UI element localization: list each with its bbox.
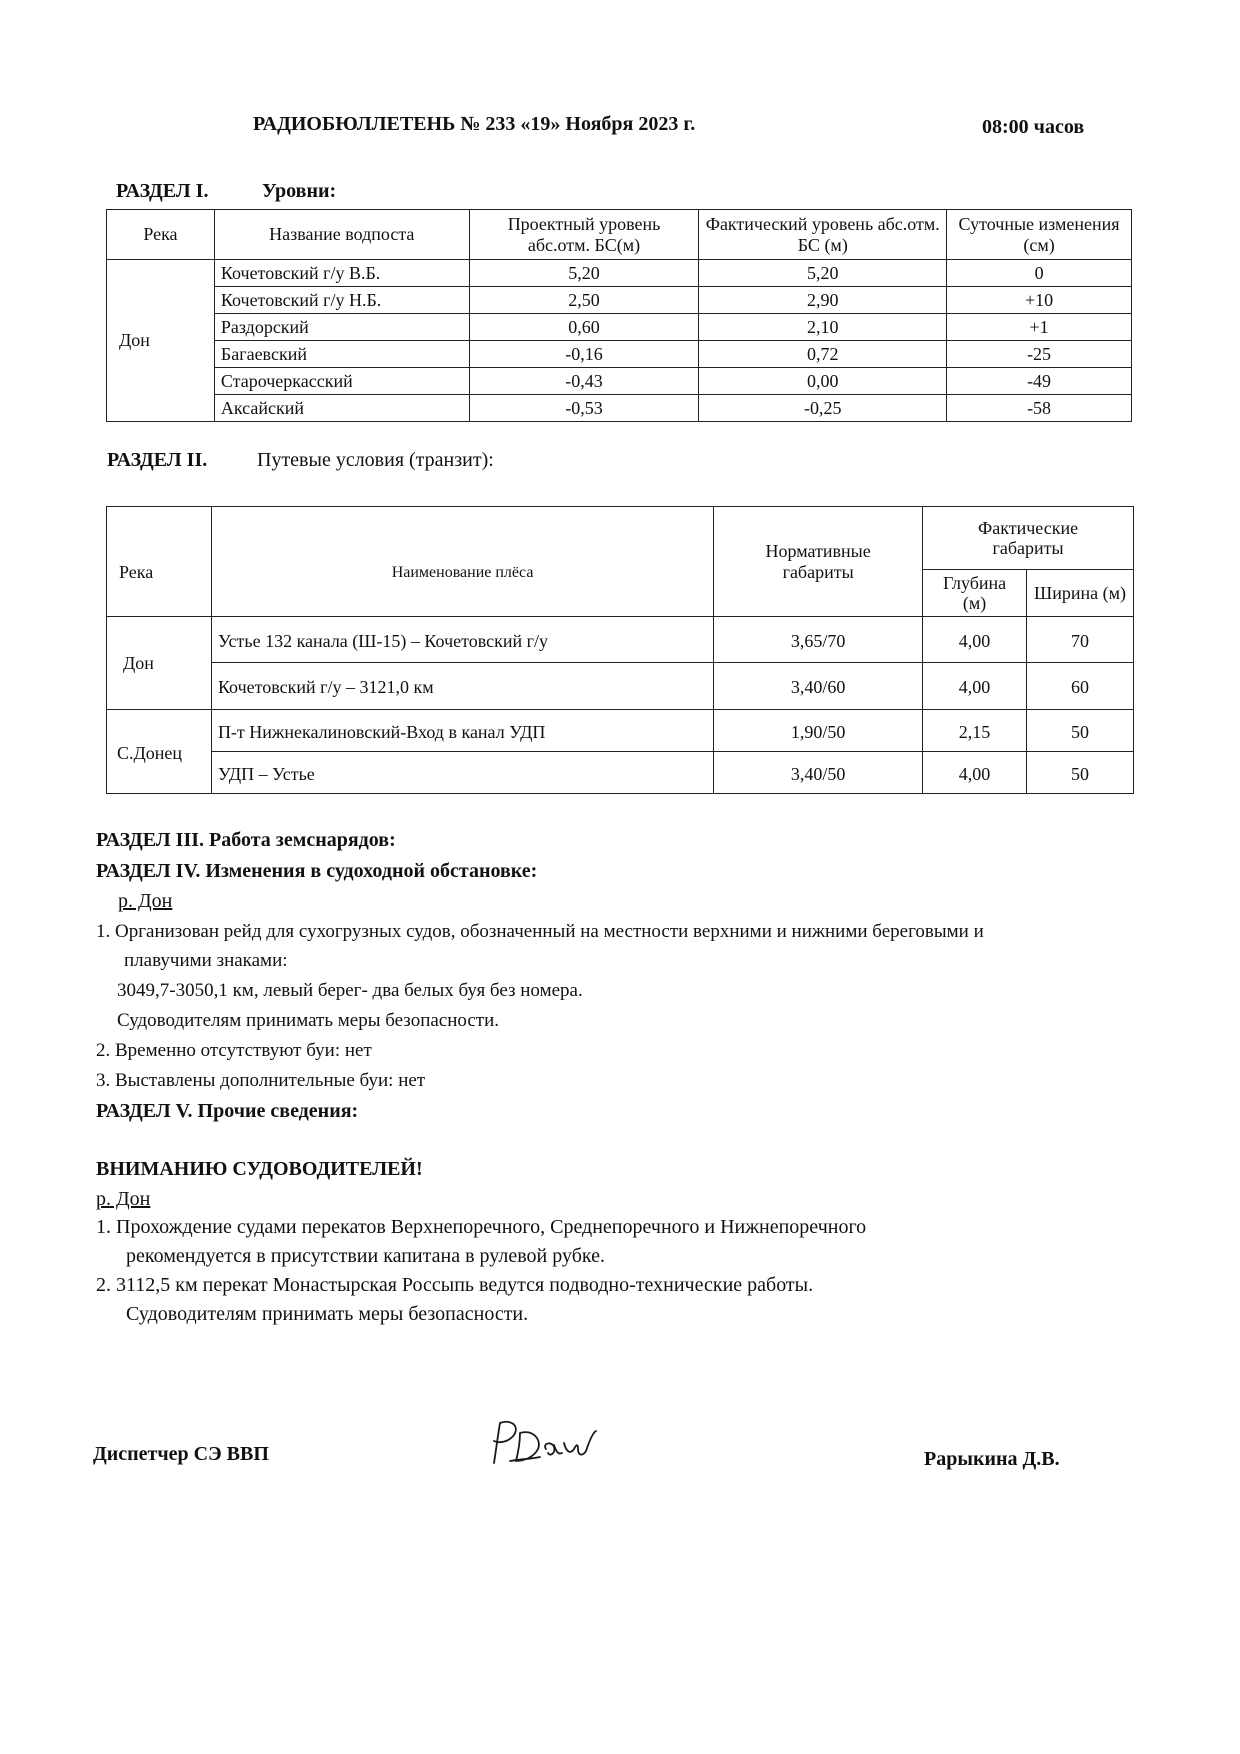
normative-cell: 3,65/70	[714, 617, 923, 663]
col-daily-change: Суточные изменения (см)	[947, 210, 1132, 260]
section2-title: Путевые условия (транзит):	[257, 449, 494, 471]
reach-cell: П-т Нижнекалиновский-Вход в канал УДП	[211, 710, 713, 752]
col-width: Ширина (м)	[1027, 570, 1134, 617]
attention-item1-line1: 1. Прохождение судами перекатов Верхнепоречного, Среднепоречного и Нижнепоречного	[96, 1216, 867, 1238]
section1-title: Уровни:	[262, 180, 337, 202]
actual-cell: -0,25	[699, 395, 947, 422]
river-cell: Дон	[107, 617, 212, 710]
post-cell: Аксайский	[214, 395, 469, 422]
transit-table	[106, 506, 1134, 794]
bulletin-title: РАДИОБЮЛЛЕТЕНЬ № 233 «19» Ноября 2023 г.	[253, 113, 696, 135]
dispatcher-position: Диспетчер СЭ ВВП	[93, 1443, 269, 1465]
section4-title: РАЗДЕЛ IV. Изменения в судоходной обстановке:	[96, 860, 538, 882]
post-cell: Кочетовский г/у Н.Б.	[214, 287, 469, 314]
width-cell: 50	[1027, 752, 1134, 794]
actual-cell: 0,72	[699, 341, 947, 368]
table-row	[107, 260, 1132, 287]
width-cell: 70	[1027, 617, 1134, 663]
design-cell: -0,43	[469, 368, 699, 395]
col-reach-name: Наименование плёса	[211, 507, 713, 617]
table-row	[107, 287, 1132, 314]
section4-item1-line4: Судоводителям принимать меры безопасности.	[117, 1010, 500, 1031]
post-cell: Старочеркасский	[214, 368, 469, 395]
post-cell: Багаевский	[214, 341, 469, 368]
attention-item2-line1: 2. 3112,5 км перекат Монастырская Россыпь ведутся подводно-технические работы.	[96, 1274, 814, 1296]
section4-item1-line2: плавучими знаками:	[124, 950, 288, 971]
width-cell: 60	[1027, 663, 1134, 710]
normative-cell: 3,40/50	[714, 752, 923, 794]
design-cell: 0,60	[469, 314, 699, 341]
design-cell: 5,20	[469, 260, 699, 287]
change-cell: -58	[947, 395, 1132, 422]
actual-cell: 2,10	[699, 314, 947, 341]
river-cell: Дон	[107, 260, 215, 422]
col-river: Река	[107, 210, 215, 260]
col-design-level: Проектный уровень абс.отм. БС(м)	[469, 210, 699, 260]
table-row	[107, 341, 1132, 368]
section3-title: РАЗДЕЛ III. Работа земснарядов:	[96, 829, 396, 851]
col-normative: Нормативные габариты	[714, 507, 923, 617]
design-cell: 2,50	[469, 287, 699, 314]
depth-cell: 2,15	[923, 710, 1027, 752]
col-actual: Фактические габариты	[923, 507, 1134, 570]
section4-item1-line3: 3049,7-3050,1 км, левый берег- два белых буя без номера.	[117, 980, 583, 1001]
design-cell: -0,16	[469, 341, 699, 368]
col-depth: Глубина (м)	[923, 570, 1027, 617]
actual-cell: 0,00	[699, 368, 947, 395]
dispatcher-name: Рарыкина Д.В.	[924, 1448, 1060, 1470]
change-cell: +10	[947, 287, 1132, 314]
table-row	[107, 368, 1132, 395]
normative-cell: 3,40/60	[714, 663, 923, 710]
section4-item2: 2. Временно отсутствуют буи: нет	[96, 1040, 372, 1061]
table-row	[107, 710, 1134, 752]
col-post-name: Название водпоста	[214, 210, 469, 260]
section4-river: р. Дон	[118, 890, 173, 912]
signature	[480, 1415, 620, 1475]
normative-cell: 1,90/50	[714, 710, 923, 752]
attention-title: ВНИМАНИЮ СУДОВОДИТЕЛЕЙ!	[96, 1158, 423, 1180]
table-row	[107, 395, 1132, 422]
table-row	[107, 617, 1134, 663]
post-cell: Кочетовский г/у В.Б.	[214, 260, 469, 287]
bulletin-time: 08:00 часов	[982, 116, 1085, 138]
levels-header-row	[107, 210, 1132, 260]
reach-cell: Устье 132 канала (Ш-15) – Кочетовский г/у	[211, 617, 713, 663]
change-cell: 0	[947, 260, 1132, 287]
depth-cell: 4,00	[923, 617, 1027, 663]
change-cell: +1	[947, 314, 1132, 341]
section4-item1-line1: 1. Организован рейд для сухогрузных судов, обозначенный на местности верхними и нижними береговыми и	[96, 921, 984, 942]
design-cell: -0,53	[469, 395, 699, 422]
depth-cell: 4,00	[923, 663, 1027, 710]
attention-item1-line2: рекомендуется в присутствии капитана в рулевой рубке.	[126, 1245, 605, 1267]
section4-item3: 3. Выставлены дополнительные буи: нет	[96, 1070, 426, 1091]
section1-label: РАЗДЕЛ I.	[116, 180, 209, 202]
attention-river: р. Дон	[96, 1188, 151, 1210]
depth-cell: 4,00	[923, 752, 1027, 794]
width-cell: 50	[1027, 710, 1134, 752]
attention-item2-line2: Судоводителям принимать меры безопасности.	[126, 1303, 529, 1325]
section2-label: РАЗДЕЛ II.	[107, 449, 208, 471]
table-row	[107, 314, 1132, 341]
actual-cell: 5,20	[699, 260, 947, 287]
reach-cell: Кочетовский г/у – 3121,0 км	[211, 663, 713, 710]
reach-cell: УДП – Устье	[211, 752, 713, 794]
transit-header-row	[107, 507, 1134, 570]
section5-title: РАЗДЕЛ V. Прочие сведения:	[96, 1100, 359, 1122]
levels-table	[106, 209, 1132, 422]
col-actual-level: Фактический уровень абс.отм. БС (м)	[699, 210, 947, 260]
table-row	[107, 663, 1134, 710]
change-cell: -25	[947, 341, 1132, 368]
table-row	[107, 752, 1134, 794]
post-cell: Раздорский	[214, 314, 469, 341]
col-river: Река	[107, 507, 212, 617]
river-cell: С.Донец	[107, 710, 212, 794]
actual-cell: 2,90	[699, 287, 947, 314]
change-cell: -49	[947, 368, 1132, 395]
